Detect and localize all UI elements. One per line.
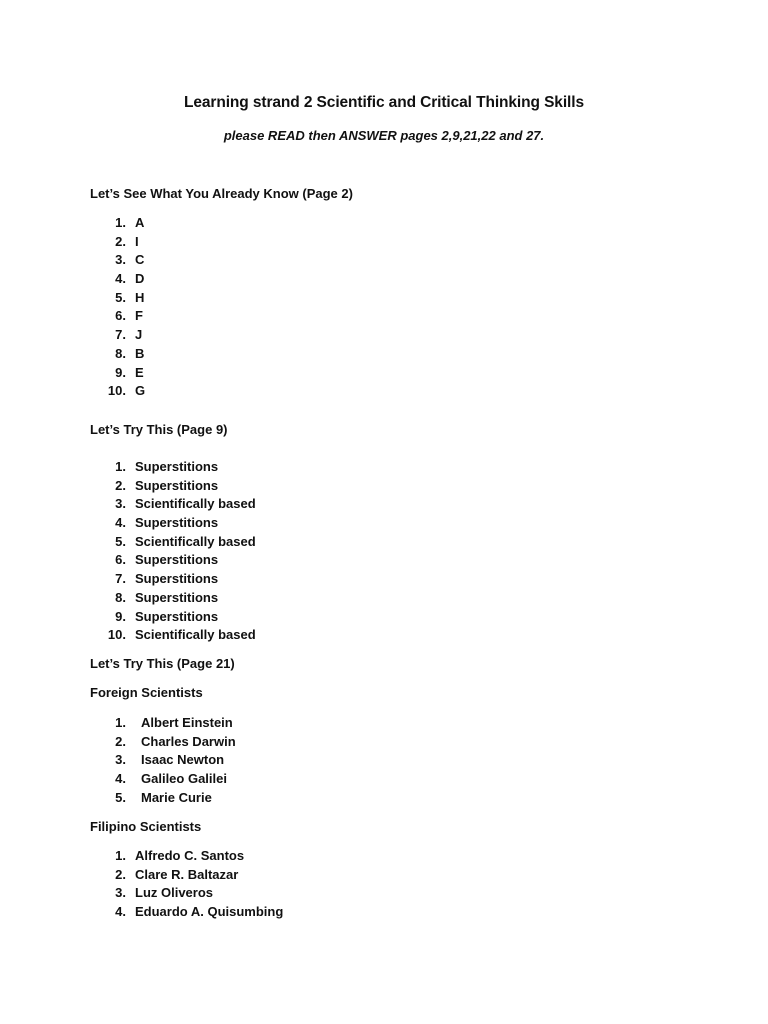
item-number: 6. (115, 552, 126, 568)
list-item (90, 326, 145, 345)
item-answer: Superstitions (135, 589, 219, 605)
item-number: 4. (115, 771, 126, 787)
item-answer: F (135, 308, 143, 324)
filipino-scientists-list (90, 847, 283, 922)
filipino-scientists-heading: Filipino Scientists (90, 819, 202, 834)
item-number: 3. (115, 885, 126, 901)
scientist-name: Luz Oliveros (135, 885, 214, 901)
item-answer: Superstitions (135, 515, 219, 531)
item-number: 2. (115, 233, 126, 249)
item-number: 6. (115, 308, 126, 324)
list-item (90, 458, 256, 477)
item-answer: B (135, 345, 145, 361)
item-answer: Scientifically based (135, 627, 256, 643)
item-answer: Superstitions (135, 608, 219, 624)
scientist-name: Marie Curie (141, 789, 212, 805)
list-item (90, 514, 256, 533)
scientist-name: Alfredo C. Santos (135, 848, 245, 863)
item-number: 7. (115, 327, 126, 343)
list-item (90, 345, 145, 364)
item-answer: H (135, 289, 145, 305)
item-number: 1. (115, 459, 126, 474)
section-heading-page-2: Let’s See What You Already Know (Page 2) (90, 186, 353, 201)
list-item (90, 733, 236, 752)
item-answer: J (135, 327, 143, 343)
item-answer: Superstitions (135, 571, 219, 587)
scientist-name: Charles Darwin (141, 733, 236, 749)
list-item (90, 270, 145, 289)
list-item (90, 570, 256, 589)
list-item (90, 533, 256, 552)
document-title: Learning strand 2 Scientific and Critical Thinking Skills (184, 94, 584, 111)
list-item (90, 289, 145, 308)
list-item (90, 789, 236, 808)
item-answer: G (135, 383, 146, 399)
item-number: 4. (115, 271, 126, 287)
item-number: 3. (115, 752, 126, 768)
scientist-name: Clare R. Baltazar (135, 866, 239, 882)
item-number: 3. (115, 252, 126, 268)
item-number: 5. (115, 789, 126, 805)
item-number: 10. (107, 627, 126, 643)
item-answer: Scientifically based (135, 496, 256, 512)
list-item (90, 382, 145, 401)
list-item (90, 477, 256, 496)
item-answer: I (135, 233, 139, 249)
item-number: 7. (115, 571, 126, 587)
item-answer: Scientifically based (135, 533, 256, 549)
section-heading-page-21: Let’s Try This (Page 21) (90, 656, 235, 671)
list-item (90, 214, 145, 233)
item-number: 9. (115, 364, 126, 380)
answer-list-page-9 (90, 458, 256, 645)
item-number: 9. (115, 608, 126, 624)
item-number: 4. (115, 904, 126, 920)
item-number: 4. (115, 515, 126, 531)
item-number: 2. (115, 477, 126, 493)
scientist-name: Galileo Galilei (141, 771, 227, 787)
list-item (90, 751, 236, 770)
item-number: 2. (115, 733, 126, 749)
scientist-name: Eduardo A. Quisumbing (135, 904, 284, 920)
list-item (90, 589, 256, 608)
list-item (90, 714, 236, 733)
item-number: 1. (115, 715, 126, 730)
item-answer: C (135, 252, 145, 268)
item-answer: Superstitions (135, 477, 219, 493)
item-answer: D (135, 271, 145, 287)
item-number: 5. (115, 289, 126, 305)
item-number: 10. (107, 383, 126, 399)
scientist-name: Albert Einstein (141, 715, 233, 730)
item-answer: Superstitions (135, 459, 219, 474)
list-item (90, 847, 283, 866)
list-item (90, 364, 145, 383)
document-subtitle: please READ then ANSWER pages 2,9,21,22 and 27. (223, 128, 545, 143)
item-number: 8. (115, 589, 126, 605)
list-item (90, 884, 283, 903)
item-number: 1. (115, 215, 126, 230)
list-item (90, 866, 283, 885)
list-item (90, 903, 283, 922)
list-item (90, 233, 145, 252)
foreign-scientists-list (90, 714, 236, 807)
item-number: 1. (115, 848, 126, 863)
item-answer: E (135, 364, 144, 380)
list-item (90, 770, 236, 789)
list-item (90, 495, 256, 514)
item-number: 2. (115, 866, 126, 882)
list-item (90, 251, 145, 270)
list-item (90, 626, 256, 645)
item-answer: A (135, 215, 145, 230)
item-number: 8. (115, 345, 126, 361)
scientist-name: Isaac Newton (141, 752, 225, 768)
list-item (90, 608, 256, 627)
section-heading-page-9: Let’s Try This (Page 9) (90, 422, 228, 437)
foreign-scientists-heading: Foreign Scientists (90, 685, 203, 700)
list-item (90, 307, 145, 326)
item-number: 3. (115, 496, 126, 512)
answer-list-page-2 (90, 214, 145, 401)
list-item (90, 551, 256, 570)
item-answer: Superstitions (135, 552, 219, 568)
item-number: 5. (115, 533, 126, 549)
